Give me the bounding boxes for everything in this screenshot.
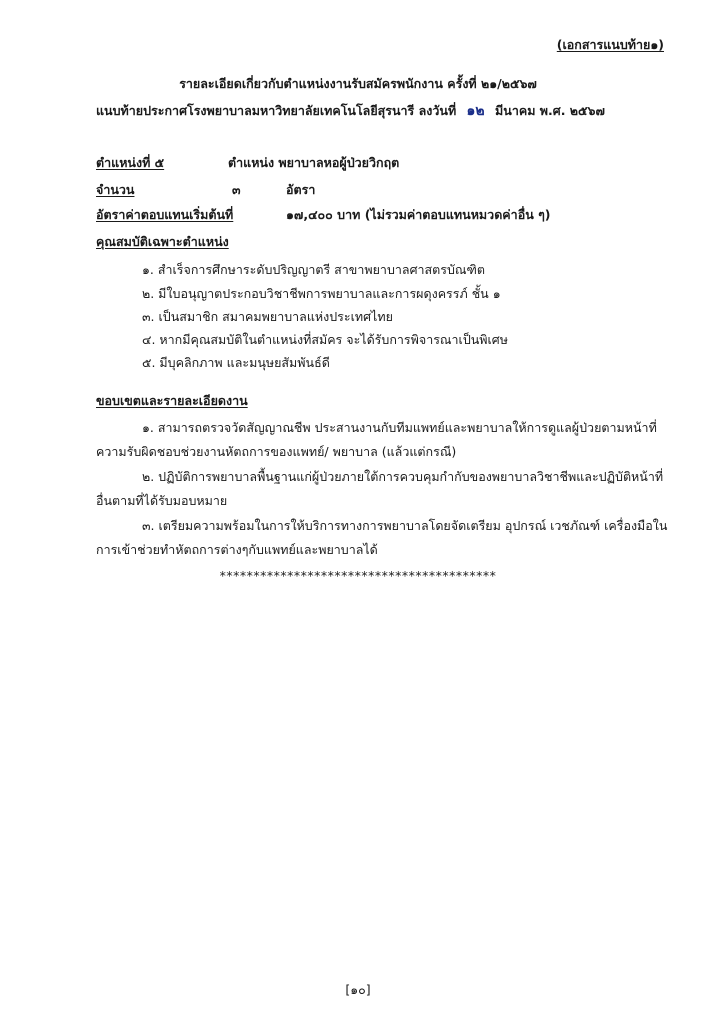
position-number: ตำแหน่งที่ ๕	[96, 155, 165, 170]
qualifications-heading: คุณสมบัติเฉพาะตำแหน่ง	[96, 234, 229, 249]
title-line-2-day: ๑๒	[466, 103, 485, 119]
qualification-item: ๓. เป็นสมาชิก สมาคมพยาบาลแห่งประเทศไทย	[142, 309, 393, 324]
count-value: ๓	[232, 182, 241, 197]
title-line-1: รายละเอียดเกี่ยวกับตำแหน่งงานรับสมัครพนักงาน ครั้งที่ ๒๑/๒๕๖๗	[179, 76, 537, 91]
count-label: จำนวน	[96, 182, 135, 197]
qualification-item: ๕. มีบุคลิกภาพ และมนุษยสัมพันธ์ดี	[142, 355, 330, 370]
qualification-item: ๑. สำเร็จการศึกษาระดับปริญญาตรี สาขาพยาบาลศาสตรบัณฑิต	[142, 262, 486, 277]
salary-label: อัตราค่าตอบแทนเริ่มต้นที่	[96, 207, 234, 222]
position-title: ตำแหน่ง พยาบาลหอผู้ป่วยวิกฤต	[228, 155, 400, 170]
scope-item-3-line-2: การเข้าช่วยทำหัตถการต่างๆกับแพทย์และพยาบาลได้	[96, 542, 378, 557]
title-line-2-prefix: แนบท้ายประกาศโรงพยาบาลมหาวิทยาลัยเทคโนโลยีสุรนารี ลงวันที่	[96, 103, 457, 118]
title-line-2-suffix: มีนาคม พ.ศ. ๒๕๖๗	[495, 103, 605, 118]
scope-item-1-line-1: ๑. สามารถตรวจวัดสัญญาณชีพ ประสานงานกับทีมแพทย์และพยาบาลให้การดูแลผู้ป่วยตามหน้าที่	[142, 420, 657, 435]
scope-item-1-line-2: ความรับผิดชอบช่วยงานหัตถการของแพทย์/ พยาบาล (แล้วแต่กรณี)	[96, 444, 457, 459]
qualification-item: ๒. มีใบอนุญาตประกอบวิชาชีพการพยาบาลและการผดุงครรภ์ ชั้น ๑	[142, 286, 501, 301]
count-unit: อัตรา	[286, 182, 316, 197]
title-line-2	[96, 100, 605, 122]
attachment-label: (เอกสารแนบท้าย๑)	[556, 37, 664, 52]
page-number: [๑๐]	[345, 982, 371, 997]
scope-item-2-line-2: อื่นตามที่ได้รับมอบหมาย	[96, 493, 228, 508]
salary-value: ๑๗,๔๐๐ บาท (ไม่รวมค่าตอบแทนหมวดค่าอื่น ๆ)	[286, 207, 551, 222]
scope-item-3-line-1: ๓. เตรียมความพร้อมในการให้บริการทางการพยาบาลโดยจัดเตรียม อุปกรณ์ เวชภัณฑ์ เครื่องมือใน	[142, 518, 668, 533]
qualification-item: ๔. หากมีคุณสมบัติในตำแหน่งที่สมัคร จะได้รับการพิจารณาเป็นพิเศษ	[142, 332, 508, 347]
separator-asterisks: *****************************************	[219, 568, 497, 583]
scope-heading: ขอบเขตและรายละเอียดงาน	[96, 393, 248, 408]
scope-item-2-line-1: ๒. ปฏิบัติการพยาบาลพื้นฐานแก่ผู้ป่วยภายใต้การควบคุมกำกับของพยาบาลวิชาชีพและปฏิบัติหน้าที่	[142, 469, 664, 484]
